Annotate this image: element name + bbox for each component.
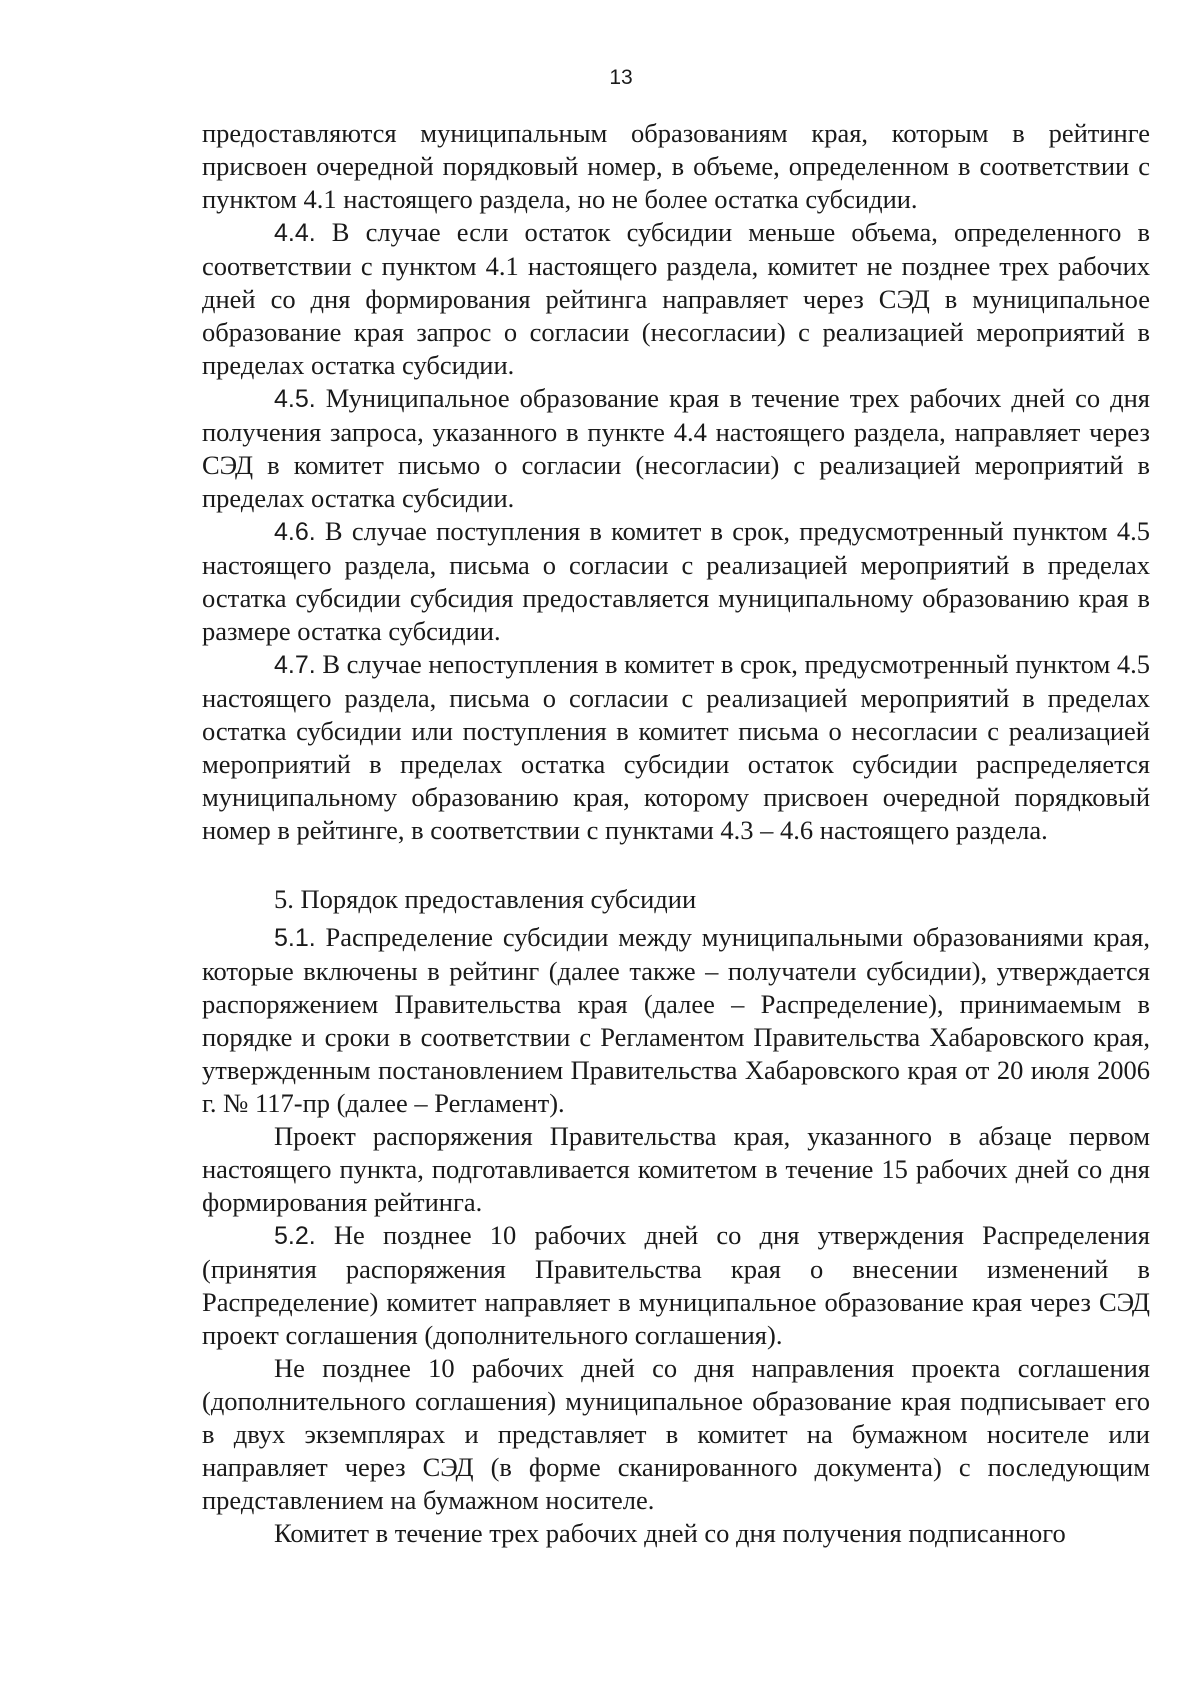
paragraph-4-6 bbox=[202, 515, 1150, 648]
paragraph-4-7 bbox=[202, 648, 1150, 847]
paragraph-4-5 bbox=[202, 382, 1150, 515]
paragraph-text: Комитет в течение трех рабочих дней со дня получения подписанного bbox=[274, 1518, 1066, 1548]
document-body bbox=[202, 117, 1150, 1550]
paragraph-text: Проект распоряжения Правительства края, указанного в абзаце первом настоящего пункта, подготавливается комитетом в течение 15 рабочих дней со дня формирования рейтинга. bbox=[202, 1121, 1150, 1217]
paragraph-5-1 bbox=[202, 921, 1150, 1120]
paragraph-5-2-second bbox=[202, 1352, 1150, 1517]
clause-number: 4.6. bbox=[274, 518, 316, 546]
paragraph-text: Не позднее 10 рабочих дней со дня утверждения Распределения (принятия распоряжения Правительства края о внесении изменений в Распределение) комитет направляет в муниципальное образование края через СЭД проект соглашения (дополнительного соглашения). bbox=[202, 1220, 1150, 1350]
clause-number: 4.5. bbox=[274, 385, 316, 413]
paragraph-5-2 bbox=[202, 1219, 1150, 1352]
paragraph-continuation bbox=[202, 117, 1150, 216]
section-heading: 5. Порядок предоставления субсидии bbox=[274, 884, 697, 914]
paragraph-5-2-third bbox=[202, 1517, 1150, 1550]
clause-number: 5.1. bbox=[274, 924, 316, 952]
paragraph-text: В случае поступления в комитет в срок, предусмотренный пунктом 4.5 настоящего раздела, письма о согласии с реализацией мероприятий в пределах остатка субсидии субсидия предоставляется муниципальному образованию края в размере остатка субсидии. bbox=[202, 516, 1150, 646]
paragraph-4-4 bbox=[202, 216, 1150, 382]
paragraph-text: Не позднее 10 рабочих дней со дня направления проекта соглашения (дополнительного соглашения) муниципальное образование края подписывает его в двух экземплярах и представляет в комитет на бумажном носителе или направляет через СЭД (в форме сканированного документа) с последующим представлением на бумажном носителе. bbox=[202, 1353, 1150, 1515]
clause-number: 5.2. bbox=[274, 1222, 316, 1250]
clause-number: 4.4. bbox=[274, 219, 316, 247]
paragraph-text: Муниципальное образование края в течение трех рабочих дней со дня получения запроса, указанного в пункте 4.4 настоящего раздела, направляет через СЭД в комитет письмо о согласии (несогласии) с реализацией мероприятий в пределах остатка субсидии. bbox=[202, 383, 1150, 513]
paragraph-text: предоставляются муниципальным образованиям края, которым в рейтинге присвоен очередной порядковый номер, в объеме, определенном в соответствии с пунктом 4.1 настоящего раздела, но не более остатка субсидии. bbox=[202, 118, 1150, 214]
paragraph-text: В случае непоступления в комитет в срок, предусмотренный пунктом 4.5 настоящего раздела, письма о согласии с реализацией мероприятий в пределах остатка субсидии или поступления в комитет письма о несогласии с реализацией мероприятий в пределах остатка субсидии остаток субсидии распределяется муниципальному образованию края, которому присвоен очередной порядковый номер в рейтинге, в соответствии с пунктами 4.3 – 4.6 настоящего раздела. bbox=[202, 649, 1150, 845]
paragraph-5-1-second bbox=[202, 1120, 1150, 1219]
page-number: 13 bbox=[609, 66, 633, 89]
clause-number: 4.7. bbox=[274, 651, 316, 679]
paragraph-text: В случае если остаток субсидии меньше объема, определенного в соответствии с пунктом 4.1 настоящего раздела, комитет не позднее трех рабочих дней со дня формирования рейтинга направляет через СЭД в муниципальное образование края запрос о согласии (несогласии) с реализацией мероприятий в пределах остатка субсидии. bbox=[202, 217, 1150, 380]
paragraph-text: Распределение субсидии между муниципальными образованиями края, которые включены в рейтинг (далее также – получатели субсидии), утверждается распоряжением Правительства края (далее – Распределение), принимаемым в порядке и сроки в соответствии с Регламентом Правительства Хабаровского края, утвержденным постановлением Правительства Хабаровского края от 20 июля 2006 г. № 117-пр (далее – Регламент). bbox=[202, 922, 1150, 1118]
